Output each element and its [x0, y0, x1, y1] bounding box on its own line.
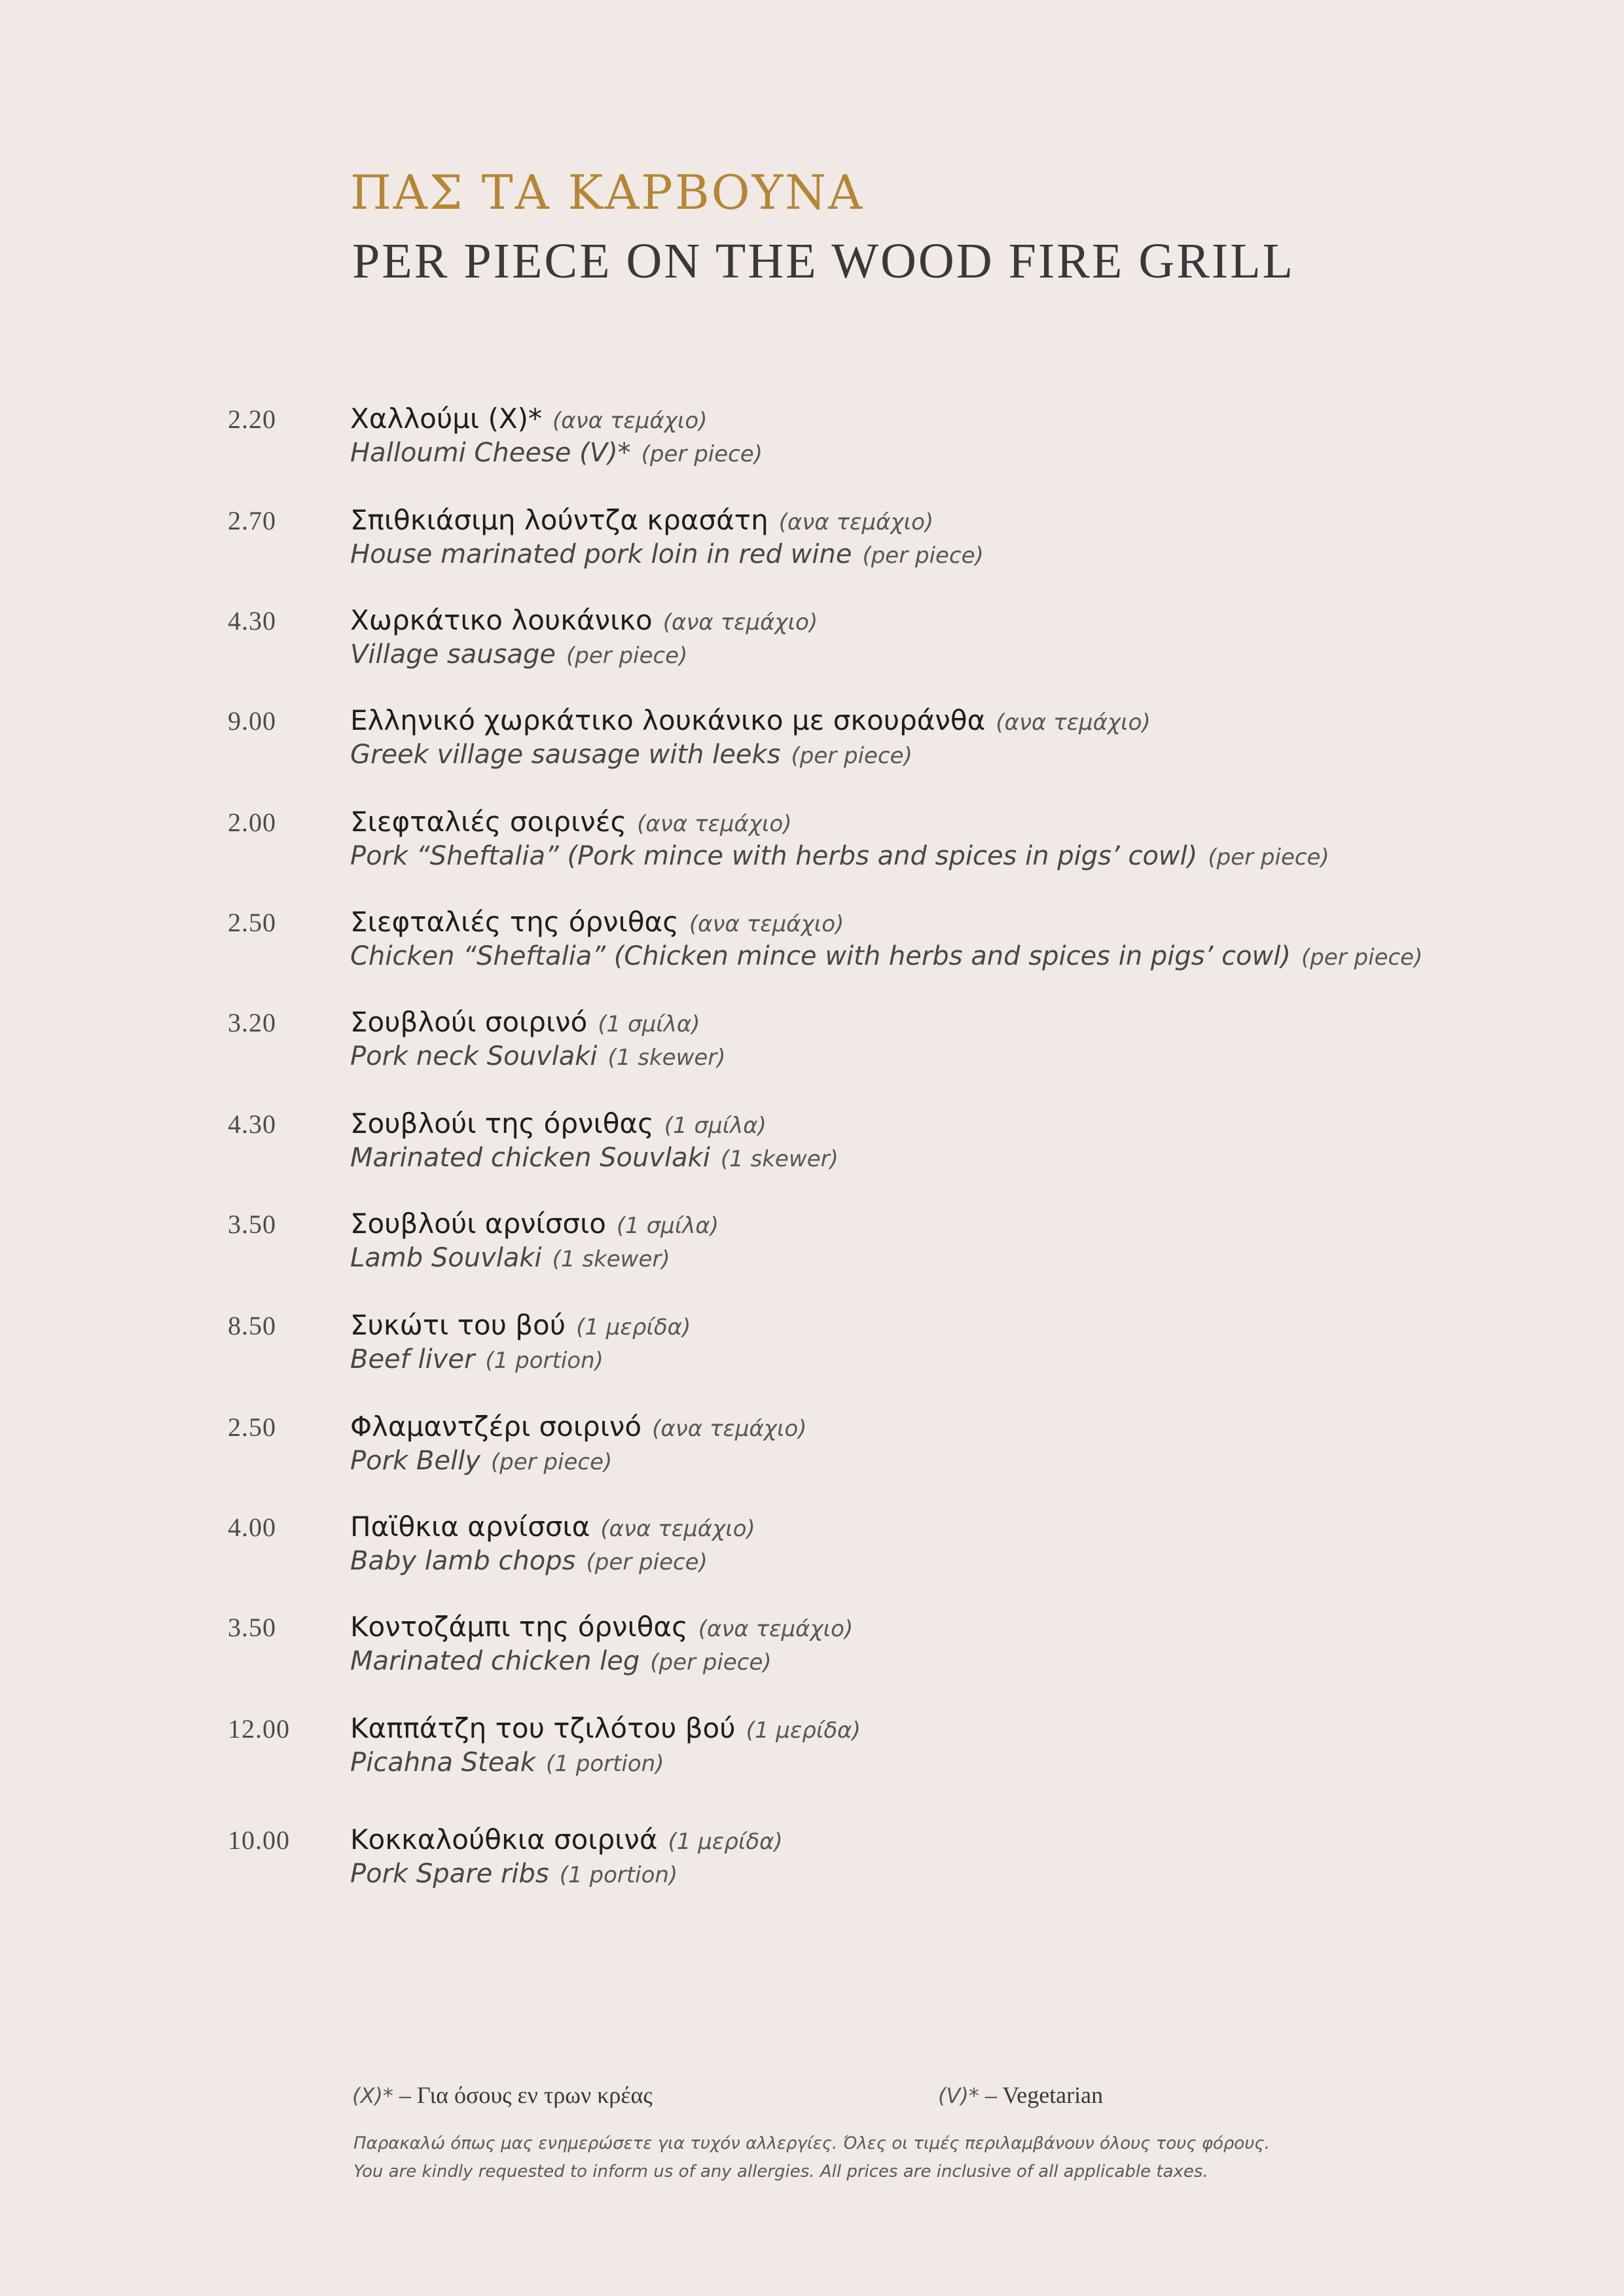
item-quantity-note-english: (per piece)	[566, 643, 688, 669]
item-quantity-note-greek: (ανα τεμάχιο)	[552, 408, 708, 434]
item-name-greek-text: Καππάτζη του τζιλότου βού	[350, 1712, 736, 1744]
item-name-english	[350, 539, 984, 569]
legend-non-meat	[352, 2081, 653, 2109]
legend-x-symbol: (X)*	[352, 2083, 393, 2108]
item-quantity-note-greek: (ανα τεμάχιο)	[996, 709, 1151, 736]
item-quantity-note-greek: (ανα τεμάχιο)	[778, 509, 934, 535]
menu-item	[0, 1309, 1624, 1394]
item-quantity-note-english: (per piece)	[1208, 844, 1329, 870]
item-name-english-text: Village sausage	[350, 639, 556, 670]
item-quantity-note-greek: (ανα τεμάχιο)	[637, 811, 792, 837]
item-price: 2.70	[228, 506, 276, 535]
item-quantity-note-greek: (ανα τεμάχιο)	[600, 1516, 755, 1542]
item-quantity-note-english: (1 skewer)	[552, 1246, 670, 1272]
item-quantity-note-english: (per piece)	[490, 1449, 613, 1475]
item-name-greek	[350, 1107, 767, 1139]
item-name-english	[350, 1748, 664, 1778]
item-name-english-text: Pork neck Souvlaki	[350, 1041, 598, 1071]
item-name-greek	[350, 906, 844, 938]
item-name-greek	[350, 403, 707, 435]
item-name-greek-text: Σιεφταλιές σοιρινές	[350, 806, 627, 838]
allergy-notice-greek: Παρακαλώ όπως μας ενημερώσετε για τυχόν αλλεργίες. Όλες οι τιμές περιλαμβάνουν όλους τους φόρους.	[353, 2134, 1270, 2153]
item-name-greek-text: Χαλλούμι (X)*	[350, 403, 542, 435]
menu-title-greek: ΠΑΣ ΤΑ ΚΑΡΒΟΥΝΑ	[350, 165, 865, 220]
item-quantity-note-greek: (1 σμίλα)	[598, 1011, 700, 1037]
item-name-greek	[350, 704, 1151, 736]
item-name-english	[350, 438, 763, 468]
item-name-greek	[350, 806, 792, 838]
item-name-english	[350, 1344, 604, 1374]
item-name-english	[350, 1446, 612, 1476]
item-name-greek	[350, 1309, 691, 1341]
item-quantity-note-greek: (ανα τεμάχιο)	[689, 911, 844, 937]
item-quantity-note-greek: (ανα τεμάχιο)	[662, 609, 818, 636]
item-price: 3.50	[228, 1210, 276, 1239]
item-price: 12.00	[228, 1714, 290, 1744]
item-name-greek	[350, 1410, 807, 1443]
item-quantity-note-english: (1 portion)	[546, 1751, 664, 1777]
item-name-english-text: Lamb Souvlaki	[350, 1243, 542, 1273]
item-name-english-text: Baby lamb chops	[350, 1546, 576, 1576]
item-name-english-text: Beef liver	[350, 1344, 475, 1374]
item-price: 4.30	[228, 606, 276, 636]
item-name-greek	[350, 1511, 755, 1543]
item-quantity-note-english: (per piece)	[641, 441, 763, 467]
item-name-greek	[350, 604, 818, 636]
item-name-english	[350, 740, 912, 770]
item-name-greek-text: Σπιθκιάσιμη λούντζα κρασάτη	[350, 504, 768, 536]
allergy-notice-english: You are kindly requested to inform us of any allergies. All prices are inclusive of all applicable taxes.	[353, 2162, 1208, 2181]
item-price: 4.00	[228, 1513, 276, 1542]
legend-vegetarian	[938, 2081, 1103, 2109]
item-name-english	[350, 1859, 677, 1889]
menu-item	[0, 1611, 1624, 1696]
menu-item	[0, 504, 1624, 589]
item-name-english	[350, 1243, 670, 1273]
item-name-greek	[350, 1712, 861, 1744]
item-name-english-text: Pork Belly	[350, 1446, 480, 1476]
legend-x-text: – Για όσους εν τρων κρέας	[399, 2082, 653, 2108]
item-quantity-note-english: (per piece)	[791, 743, 912, 769]
menu-item	[0, 906, 1624, 991]
item-name-greek-text: Κοντοζάμπι της όρνιθας	[350, 1611, 688, 1643]
item-name-english-text: Chicken “Sheftalia” (Chicken mince with herbs and spices in pigs’ cowl)	[350, 941, 1291, 971]
item-name-greek	[350, 1208, 719, 1240]
item-price: 3.50	[228, 1613, 276, 1642]
item-name-greek-text: Σιεφταλιές της όρνιθας	[350, 906, 679, 938]
menu-item	[0, 1712, 1624, 1797]
item-name-english-text: Pork Spare ribs	[350, 1859, 549, 1889]
item-price: 10.00	[228, 1825, 290, 1855]
item-price: 4.30	[228, 1109, 276, 1139]
menu-item	[0, 704, 1624, 789]
item-price: 2.20	[228, 404, 276, 434]
item-name-english-text: Greek village sausage with leeks	[350, 740, 781, 770]
item-name-greek-text: Ελληνικό χωρκάτικο λουκάνικο με σκουράνθα	[350, 704, 986, 736]
item-quantity-note-english: (1 skewer)	[607, 1045, 726, 1071]
item-name-english	[350, 1646, 772, 1676]
item-quantity-note-greek: (1 σμίλα)	[664, 1113, 767, 1139]
item-name-greek-text: Σουβλούι αρνίσσιο	[350, 1208, 606, 1240]
item-quantity-note-greek: (ανα τεμάχιο)	[652, 1416, 807, 1442]
item-quantity-note-greek: (ανα τεμάχιο)	[698, 1616, 854, 1642]
menu-item	[0, 604, 1624, 689]
item-quantity-note-english: (per piece)	[586, 1549, 708, 1575]
item-price: 2.50	[228, 908, 276, 937]
item-name-greek	[350, 1611, 853, 1643]
item-name-english-text: Picahna Steak	[350, 1748, 536, 1778]
item-name-greek-text: Σουβλούι σοιρινό	[350, 1006, 588, 1038]
item-price: 3.20	[228, 1008, 276, 1037]
item-name-english-text: Marinated chicken leg	[350, 1646, 640, 1676]
menu-item	[0, 1107, 1624, 1193]
item-price: 9.00	[228, 706, 276, 736]
item-quantity-note-greek: (1 σμίλα)	[616, 1213, 719, 1239]
item-name-greek-text: Συκώτι του βού	[350, 1309, 566, 1341]
menu-item	[0, 1208, 1624, 1293]
item-quantity-note-greek: (1 μερίδα)	[576, 1314, 691, 1340]
item-name-english	[350, 1143, 839, 1173]
item-quantity-note-english: (1 portion)	[485, 1348, 604, 1374]
item-name-greek-text: Κοκκαλούθκια σοιρινά	[350, 1823, 658, 1856]
item-name-greek-text: Σουβλούι της όρνιθας	[350, 1107, 654, 1139]
menu-item	[0, 1006, 1624, 1091]
item-name-english-text: Pork “Sheftalia” (Pork mince with herbs and spices in pigs’ cowl)	[350, 841, 1198, 871]
menu-item	[0, 403, 1624, 488]
legend-v-symbol: (V)*	[938, 2083, 979, 2108]
item-quantity-note-english: (per piece)	[1301, 944, 1423, 971]
item-name-english	[350, 1546, 708, 1576]
item-name-english	[350, 941, 1422, 971]
item-name-english	[350, 841, 1329, 871]
item-quantity-note-english: (per piece)	[650, 1649, 772, 1676]
item-name-greek	[350, 1006, 700, 1038]
item-name-greek-text: Χωρκάτικο λουκάνικο	[350, 604, 653, 636]
menu-title-english: PER PIECE ON THE WOOD FIRE GRILL	[352, 234, 1295, 289]
item-quantity-note-english: (per piece)	[862, 543, 984, 569]
menu-item	[0, 1823, 1624, 1909]
item-quantity-note-english: (1 skewer)	[720, 1146, 839, 1172]
item-name-english-text: House marinated pork loin in red wine	[350, 539, 852, 569]
item-name-english-text: Halloumi Cheese (V)*	[350, 438, 631, 468]
menu-item	[0, 1511, 1624, 1596]
item-quantity-note-english: (1 portion)	[559, 1862, 678, 1888]
item-price: 2.50	[228, 1412, 276, 1442]
item-name-greek	[350, 1823, 783, 1856]
item-name-english-text: Marinated chicken Souvlaki	[350, 1143, 710, 1173]
item-quantity-note-greek: (1 μερίδα)	[746, 1717, 861, 1744]
item-price: 8.50	[228, 1311, 276, 1340]
item-name-english	[350, 639, 687, 670]
item-name-greek-text: Παϊθκια αρνίσσια	[350, 1511, 590, 1543]
item-price: 2.00	[228, 808, 276, 837]
menu-item	[0, 806, 1624, 891]
item-name-greek-text: Φλαμαντζέρι σοιρινό	[350, 1410, 642, 1443]
legend-v-text: – Vegetarian	[984, 2082, 1104, 2108]
item-name-english	[350, 1041, 726, 1071]
item-name-greek	[350, 504, 933, 536]
item-quantity-note-greek: (1 μερίδα)	[668, 1829, 783, 1855]
menu-item	[0, 1410, 1624, 1496]
